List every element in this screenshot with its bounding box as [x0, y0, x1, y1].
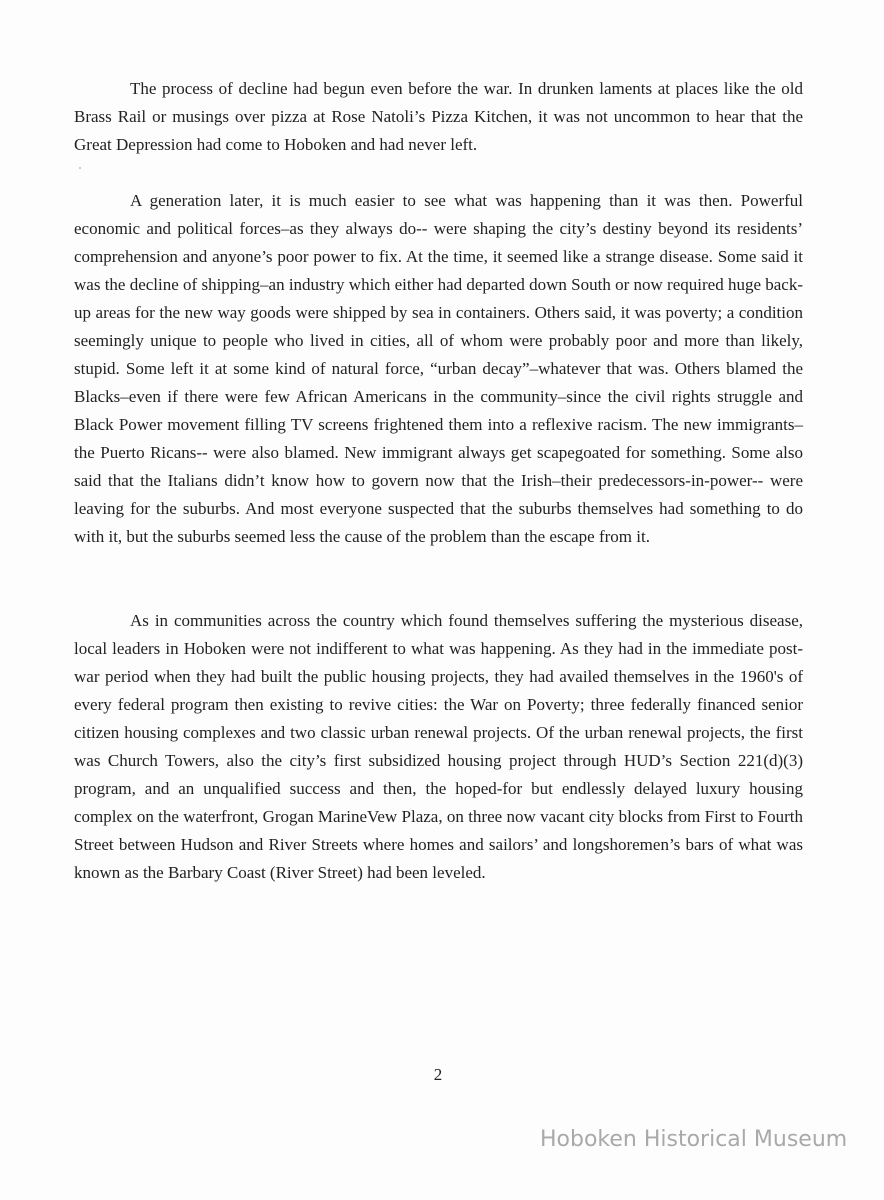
- page-number: 2: [433, 1065, 443, 1084]
- paragraph-2: A generation later, it is much easier to see what was happening than it was then. Powerful economic and political forces–as they always do-- were shaping the city’s destiny beyond its residents’ comprehension and anyone’s poor power to fix. At the time, it seemed like a strange disease. Some said it was the decline of shipping–an industry which either had departed down South or now required huge back-up areas for the new way goods were shipped by sea in containers. Others said, it was poverty; a condition seemingly unique to people who lived in cities, all of whom were probably poor and more than likely, stupid. Some left it at some kind of natural force, “urban decay”–whatever that was. Others blamed the Blacks–even if there were few African Americans in the community–since the civil rights struggle and Black Power movement filling TV screens frightened them into a reflexive racism. The new immigrants–the Puerto Ricans-- were also blamed. New immigrant always get scapegoated for something. Some also said that the Italians didn’t know how to govern now that the Irish–their predecessors-in-power-- were leaving for the suburbs. And most everyone suspected that the suburbs themselves had something to do with it, but the suburbs seemed less the cause of the problem than the escape from it.: [74, 191, 803, 546]
- paragraph-3: As in communities across the country which found themselves suffering the mysterious disease, local leaders in Hoboken were not indifferent to what was happening. As they had in the immediate post-war period when they had built the public housing projects, they had availed themselves in the 1960's of every federal program then existing to revive cities: the War on Poverty; three federally financed senior citizen housing complexes and two classic urban renewal projects. Of the urban renewal projects, the first was Church Towers, also the city’s first subsidized housing project through HUD’s Section 221(d)(3) program, and an unqualified success and then, the hoped-for but endlessly delayed luxury housing complex on the waterfront, Grogan MarineVew Plaza, on three now vacant city blocks from First to Fourth Street between Hudson and River Streets where homes and sailors’ and longshoremen’s bars of what was known as the Barbary Coast (River Street) had been leveled.: [74, 611, 803, 882]
- museum-watermark: Hoboken Historical Museum: [540, 1127, 848, 1152]
- scan-speck: [79, 167, 81, 169]
- paragraph-1: The process of decline had begun even before the war. In drunken laments at places like the old Brass Rail or musings over pizza at Rose Natoli’s Pizza Kitchen, it was not uncommon to hear that the Great Depression had come to Hoboken and had never left.: [74, 79, 803, 154]
